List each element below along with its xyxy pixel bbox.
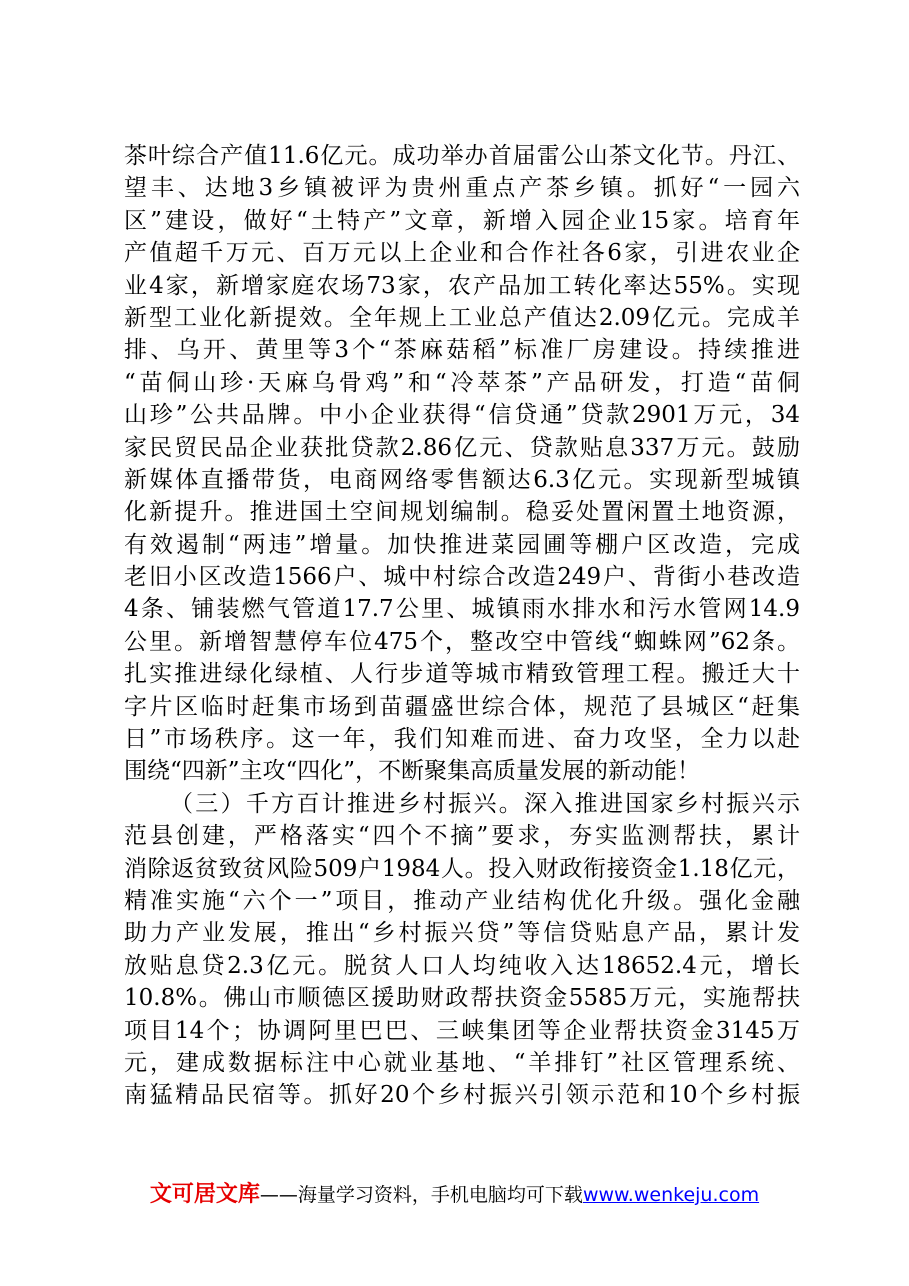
text-line: 排、乌开、黄里等3个“茶麻菇稻”标准厂房建设。持续推进 <box>124 337 800 364</box>
text-line: 望丰、达地3乡镇被评为贵州重点产茶乡镇。抓好“一园六 <box>124 175 800 202</box>
text-line: 公里。新增智慧停车位475个，整改空中管线“蜘蛛网”62条。 <box>124 628 800 655</box>
text-line: 字片区临时赶集市场到苗疆盛世综合体，规范了县城区“赶集 <box>124 693 800 720</box>
footer-banner <box>0 1180 909 1210</box>
text-line: 家民贸民品企业获批贷款2.86亿元、贷款贴息337万元。鼓励 <box>124 434 800 461</box>
text-line: 10.8%。佛山市顺德区援助财政帮扶资金5585万元，实施帮扶 <box>124 985 800 1012</box>
text-line: 化新提升。推进国土空间规划编制。稳妥处置闲置土地资源， <box>124 499 800 526</box>
footer-url-link[interactable]: www.wenkeju.com <box>582 1184 760 1206</box>
text-line: 项目14个；协调阿里巴巴、三峡集团等企业帮扶资金3145万 <box>124 1017 800 1044</box>
text-line: 4条、铺装燃气管道17.7公里、城镇雨水排水和污水管网14.9 <box>124 596 800 623</box>
text-line: 山珍”公共品牌。中小企业获得“信贷通”贷款2901万元，34 <box>124 402 800 429</box>
body-text <box>124 140 800 1112</box>
text-line: 精准实施“六个一”项目，推动产业结构优化升级。强化金融 <box>124 887 800 914</box>
text-line: 扎实推进绿化绿植、人行步道等城市精致管理工程。搬迁大十 <box>124 661 800 688</box>
text-line: 消除返贫致贫风险509户1984人。投入财政衔接资金1.18亿元， <box>124 855 800 882</box>
text-line: 有效遏制“两违”增量。加快推进菜园圃等棚户区改造，完成 <box>124 531 800 558</box>
text-line: 新型工业化新提效。全年规上工业总产值达2.09亿元。完成羊 <box>124 304 800 331</box>
text-line: 业4家，新增家庭农场73家，农产品加工转化率达55%。实现 <box>124 272 800 299</box>
text-line: 范县创建，严格落实“四个不摘”要求，夯实监测帮扶，累计 <box>124 823 800 850</box>
text-line: 元，建成数据标注中心就业基地、“羊排钉”社区管理系统、 <box>124 1049 800 1076</box>
text-line: 放贴息贷2.3亿元。脱贫人口人均纯收入达18652.4元，增长 <box>124 952 800 979</box>
section-heading-line: （三）千方百计推进乡村振兴。深入推进国家乡村振兴示 <box>170 790 800 817</box>
text-line: 茶叶综合产值11.6亿元。成功举办首届雷公山茶文化节。丹江、 <box>124 143 800 169</box>
text-line: 区”建设，做好“土特产”文章，新增入园企业15家。培育年 <box>124 207 800 234</box>
text-line: 南猛精品民宿等。抓好20个乡村振兴引领示范和10个乡村振 <box>124 1082 800 1109</box>
text-line: 助力产业发展，推出“乡村振兴贷”等信贷贴息产品，累计发 <box>124 920 800 947</box>
text-line: 老旧小区改造1566户、城中村综合改造249户、背街小巷改造 <box>124 564 800 591</box>
text-line: 围绕“四新”主攻“四化”，不断聚集高质量发展的新动能！ <box>124 758 701 785</box>
text-line: 日”市场秩序。这一年，我们知难而进、奋力攻坚，全力以赴 <box>124 726 800 753</box>
text-line: “苗侗山珍·天麻乌骨鸡”和“冷萃茶”产品研发，打造“苗侗 <box>124 369 800 396</box>
text-line: 新媒体直播带货，电商网络零售额达6.3亿元。实现新型城镇 <box>124 466 800 493</box>
text-line: 产值超千万元、百万元以上企业和合作社各6家，引进农业企 <box>124 240 800 267</box>
footer-tagline: ——海量学习资料，手机电脑均可下载 <box>259 1184 583 1206</box>
footer-brand: 文可居文库 <box>149 1182 260 1207</box>
